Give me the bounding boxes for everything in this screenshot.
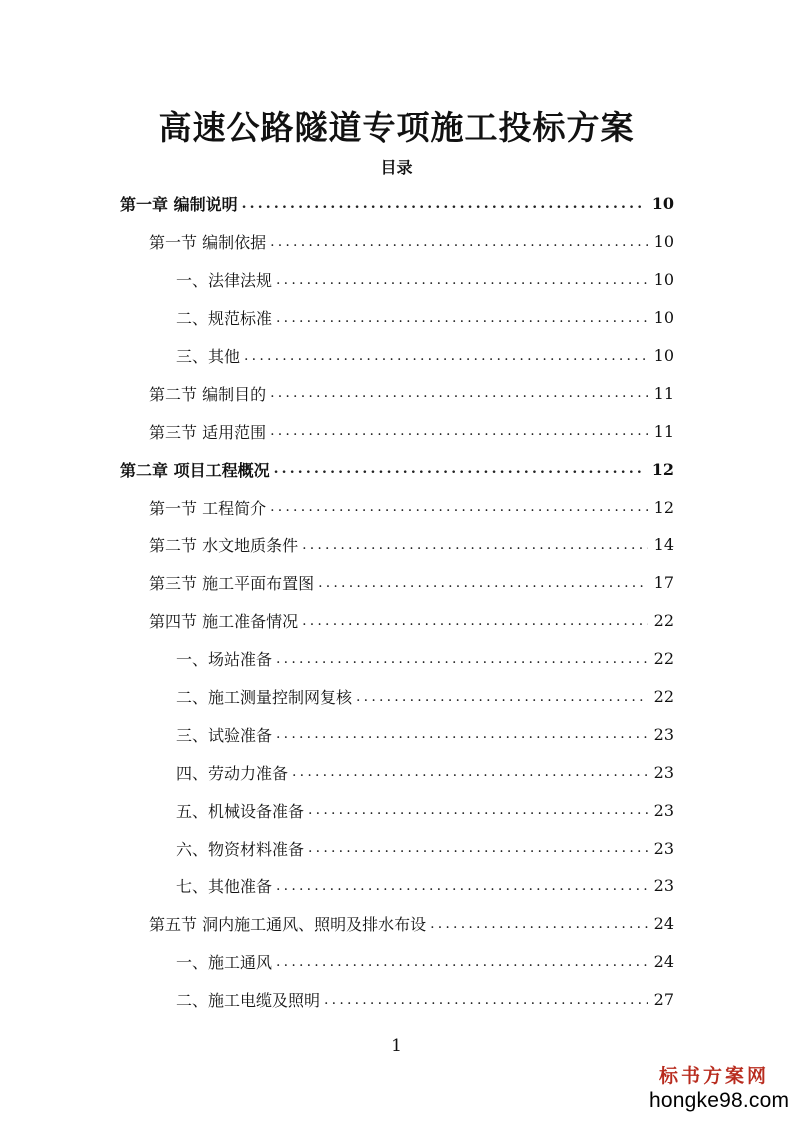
toc-entry-label: 第二章 项目工程概况 xyxy=(120,460,270,480)
toc-entry[interactable] xyxy=(0,753,793,791)
toc-entry-page: 27 xyxy=(653,990,674,1010)
toc-entry[interactable] xyxy=(0,640,793,678)
toc-dot-leader xyxy=(242,196,646,212)
toc-entry-label: 三、试验准备 xyxy=(176,725,273,745)
toc-entry-label: 第一章 编制说明 xyxy=(120,195,238,215)
toc-entry-label: 七、其他准备 xyxy=(176,877,273,897)
toc-dot-leader xyxy=(244,348,648,364)
toc-entry-page: 10 xyxy=(653,270,674,290)
toc-entry[interactable] xyxy=(0,261,793,299)
watermark-text: 标书方案网 xyxy=(658,1065,769,1087)
toc-entry-label: 五、机械设备准备 xyxy=(176,801,305,821)
toc-entry-page: 11 xyxy=(653,421,674,441)
toc-dot-leader xyxy=(302,537,648,553)
document-title: 高速公路隧道专项施工投标方案 xyxy=(158,108,635,147)
toc-entry[interactable] xyxy=(0,867,793,905)
toc-dot-leader xyxy=(274,461,646,477)
toc-entry-page: 24 xyxy=(653,914,674,934)
toc-entry-label: 第二节 编制目的 xyxy=(149,384,267,404)
toc-entry[interactable] xyxy=(0,299,793,337)
watermark-url: hongke98.com xyxy=(649,1089,790,1112)
toc-dot-leader xyxy=(308,802,648,818)
toc-dot-leader xyxy=(276,310,648,326)
toc-dot-leader xyxy=(270,423,648,439)
page-number: 1 xyxy=(391,1036,402,1056)
toc-entry[interactable] xyxy=(0,981,793,1019)
toc-entry-label: 第四节 施工准备情况 xyxy=(149,612,299,632)
toc-dot-leader xyxy=(270,385,648,401)
toc-entry[interactable] xyxy=(0,678,793,716)
toc-entry-label: 二、规范标准 xyxy=(176,309,273,329)
toc-entry-page: 23 xyxy=(653,876,674,896)
toc-entry-page: 22 xyxy=(653,687,674,707)
toc-entry-page: 23 xyxy=(653,800,674,820)
toc-dot-leader xyxy=(356,689,648,705)
watermark-logo xyxy=(649,1064,790,1114)
toc-dot-leader xyxy=(276,726,648,742)
toc-entry[interactable] xyxy=(0,185,793,223)
toc-entry-page: 23 xyxy=(653,838,674,858)
toc-entry[interactable] xyxy=(0,450,793,488)
toc-entry[interactable] xyxy=(0,337,793,375)
toc-entry-label: 四、劳动力准备 xyxy=(176,763,289,783)
toc-entry-page: 10 xyxy=(653,232,674,252)
toc-entry-label: 二、施工测量控制网复核 xyxy=(176,688,353,708)
toc-entry[interactable] xyxy=(0,526,793,564)
toc-entry[interactable] xyxy=(0,374,793,412)
toc-dot-leader xyxy=(270,234,648,250)
toc-entry-label: 第一节 编制依据 xyxy=(149,233,267,253)
toc-dot-leader xyxy=(308,840,648,856)
toc-dot-leader xyxy=(276,954,648,970)
toc-entry-page: 12 xyxy=(651,459,674,479)
toc-dot-leader xyxy=(292,764,648,780)
toc-entry[interactable] xyxy=(0,829,793,867)
toc-entry-page: 11 xyxy=(653,383,674,403)
toc-entry-page: 22 xyxy=(653,611,674,631)
toc-entry-label: 一、法律法规 xyxy=(176,271,273,291)
toc-entry-page: 22 xyxy=(653,649,674,669)
toc-entry-label: 第一节 工程简介 xyxy=(149,498,267,518)
toc-entry[interactable] xyxy=(0,791,793,829)
toc-dot-leader xyxy=(324,992,648,1008)
toc-dot-leader xyxy=(276,272,648,288)
toc-entry-label: 第三节 适用范围 xyxy=(149,422,267,442)
toc-entry-label: 第二节 水文地质条件 xyxy=(149,536,299,556)
toc-entry-page: 12 xyxy=(653,497,674,517)
toc-entry-label: 一、场站准备 xyxy=(176,650,273,670)
toc-entry[interactable] xyxy=(0,715,793,753)
toc-entry[interactable] xyxy=(0,564,793,602)
toc-entry-page: 24 xyxy=(653,952,674,972)
toc-entry[interactable] xyxy=(0,602,793,640)
toc-entry-page: 23 xyxy=(653,724,674,744)
toc-entry-page: 10 xyxy=(653,308,674,328)
toc-entry-page: 14 xyxy=(653,535,674,555)
toc-entry-page: 17 xyxy=(653,573,674,593)
toc-entry-label: 六、物资材料准备 xyxy=(176,839,305,859)
toc-entry-label: 一、施工通风 xyxy=(176,953,273,973)
toc-entry-label: 二、施工电缆及照明 xyxy=(176,991,321,1011)
table-of-contents xyxy=(0,185,793,1019)
toc-entry[interactable] xyxy=(0,488,793,526)
toc-entry[interactable] xyxy=(0,943,793,981)
toc-entry-page: 10 xyxy=(653,346,674,365)
toc-dot-leader xyxy=(276,878,648,894)
toc-entry[interactable] xyxy=(0,412,793,450)
toc-entry[interactable] xyxy=(0,223,793,261)
toc-entry[interactable] xyxy=(0,905,793,943)
toc-dot-leader xyxy=(302,613,648,629)
toc-dot-leader xyxy=(318,575,648,591)
toc-dot-leader xyxy=(276,651,648,667)
toc-dot-leader xyxy=(430,916,648,932)
toc-heading: 目录 xyxy=(380,158,413,177)
toc-entry-page: 23 xyxy=(653,762,674,782)
toc-dot-leader xyxy=(270,499,648,515)
toc-entry-label: 第三节 施工平面布置图 xyxy=(149,574,315,594)
toc-entry-page: 10 xyxy=(651,194,674,214)
toc-entry-label: 三、其他 xyxy=(176,347,241,366)
toc-entry-label: 第五节 洞内施工通风、照明及排水布设 xyxy=(149,915,427,935)
